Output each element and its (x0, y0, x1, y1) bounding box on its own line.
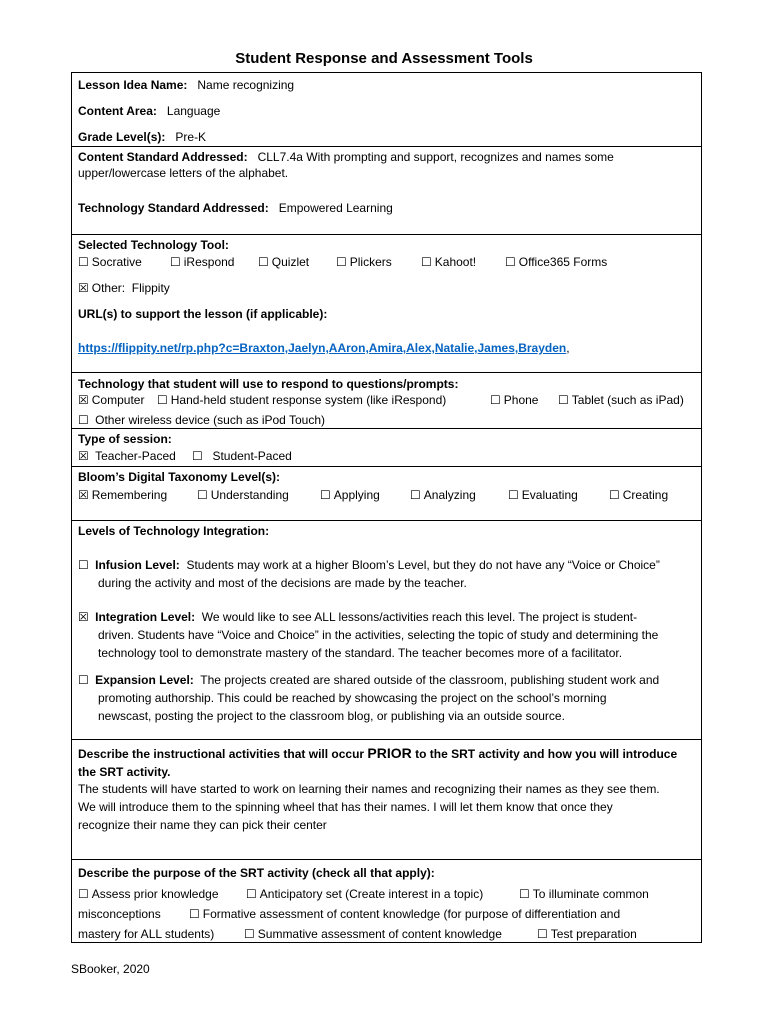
integration-level-row[interactable] (78, 609, 637, 625)
expansion-level-label: Expansion Level: (95, 673, 194, 687)
checkbox-unchecked-icon[interactable]: ☐ (336, 255, 347, 269)
checkbox-unchecked-icon[interactable]: ☐ (170, 255, 181, 269)
session-type-heading: Type of session: (78, 432, 172, 446)
technology-tool-section (72, 235, 701, 373)
checkbox-checked-icon[interactable]: ☒ (78, 281, 89, 295)
footer-author: SBooker, 2020 (71, 962, 150, 976)
bloom-option-label: Evaluating (521, 488, 578, 502)
tech-standard-label: Technology Standard Addressed: (78, 201, 269, 215)
respond-option-handheld[interactable] (157, 392, 446, 408)
response-technology-section (72, 373, 701, 429)
prior-heading-post: to the SRT activity and how you will introduce (415, 747, 678, 761)
bloom-taxonomy-heading: Bloom’s Digital Taxonomy Level(s): (78, 470, 281, 484)
integration-level-label: Integration Level: (95, 610, 196, 624)
checkbox-checked-icon[interactable]: ☒ (78, 488, 89, 502)
session-type-section (72, 429, 701, 467)
respond-option-other-wireless[interactable] (78, 412, 325, 428)
bloom-option-label: Applying (333, 488, 380, 502)
bloom-option-label: Understanding (210, 488, 289, 502)
tool-option-socrative[interactable] (78, 254, 142, 270)
expansion-level-line1: The projects created are shared outside of the classroom, publishing student work and (200, 673, 660, 687)
assessment-form (71, 72, 702, 943)
tech-standard-row (78, 200, 393, 216)
respond-option-label: Other wireless device (such as iPod Touch) (95, 413, 325, 427)
checkbox-checked-icon[interactable]: ☒ (78, 610, 89, 624)
checkbox-unchecked-icon[interactable]: ☐ (505, 255, 516, 269)
prior-heading-emphasis: PRIOR (367, 745, 412, 761)
checkbox-unchecked-icon[interactable]: ☐ (192, 449, 203, 463)
checkbox-unchecked-icon[interactable]: ☐ (157, 393, 168, 407)
checkbox-unchecked-icon[interactable]: ☐ (421, 255, 432, 269)
tool-option-label: Socrative (91, 255, 142, 269)
other-label: Other: (91, 281, 126, 295)
checkbox-unchecked-icon[interactable]: ☐ (78, 413, 89, 427)
purpose-option-label: Anticipatory set (Create interest in a topic) (259, 887, 484, 901)
expansion-level-line2: promoting authorship. This could be reached by showcasing the project on the school’s morning (98, 691, 607, 705)
integration-level-line2: driven. Students have “Voice and Choice” in the activities, selecting the topic of study and determining the (98, 628, 659, 642)
grade-level-value: Pre-K (175, 130, 207, 144)
lesson-name-row (78, 77, 294, 93)
infusion-level-row[interactable] (78, 557, 660, 573)
bloom-option-label: Remembering (91, 488, 168, 502)
page-title: Student Response and Assessment Tools (235, 50, 533, 67)
purpose-heading: Describe the purpose of the SRT activity (check all that apply): (78, 866, 435, 880)
prior-line3: recognize their name they can pick their center (78, 818, 327, 832)
checkbox-unchecked-icon[interactable]: ☐ (244, 927, 255, 941)
content-area-value: Language (166, 104, 221, 118)
respond-option-label: Phone (503, 393, 539, 407)
bloom-option-creating[interactable] (609, 487, 668, 503)
purpose-option-summative[interactable] (244, 926, 502, 942)
purpose-option-assess[interactable] (78, 886, 219, 902)
expansion-level-row[interactable] (78, 672, 659, 688)
integration-levels-section (72, 521, 701, 740)
checkbox-unchecked-icon[interactable]: ☐ (197, 488, 208, 502)
session-option-label: Student-Paced (212, 449, 292, 463)
prior-line1: The students will have started to work on learning their names and recognizing their names as they see them. (78, 782, 660, 796)
response-technology-heading: Technology that student will use to respond to questions/prompts: (78, 377, 459, 391)
content-standard-line2: upper/lowercase letters of the alphabet. (78, 166, 289, 180)
content-area-label: Content Area: (78, 104, 157, 118)
purpose-option-formative[interactable] (189, 906, 620, 922)
checkbox-unchecked-icon[interactable]: ☐ (490, 393, 501, 407)
tool-option-kahoot[interactable] (421, 254, 476, 270)
checkbox-checked-icon[interactable]: ☒ (78, 393, 89, 407)
checkbox-unchecked-icon[interactable]: ☐ (508, 488, 519, 502)
tech-standard-value: Empowered Learning (278, 201, 393, 215)
session-option-label: Teacher-Paced (95, 449, 176, 463)
tool-option-quizlet[interactable] (258, 254, 309, 270)
respond-option-tablet[interactable] (558, 392, 684, 408)
respond-option-label: Computer (91, 393, 145, 407)
lesson-info-section (72, 73, 701, 147)
purpose-option-anticipatory[interactable] (246, 886, 483, 902)
purpose-option-label: Summative assessment of content knowledge (257, 927, 502, 941)
tool-option-label: Kahoot! (434, 255, 477, 269)
checkbox-unchecked-icon[interactable]: ☐ (558, 393, 569, 407)
respond-option-computer[interactable] (78, 392, 144, 408)
checkbox-unchecked-icon[interactable]: ☐ (78, 558, 89, 572)
checkbox-unchecked-icon[interactable]: ☐ (320, 488, 331, 502)
technology-tool-heading: Selected Technology Tool: (78, 238, 229, 252)
checkbox-unchecked-icon[interactable]: ☐ (78, 255, 89, 269)
bloom-option-applying[interactable] (320, 487, 380, 503)
content-area-row (78, 103, 220, 119)
purpose-option-test[interactable] (537, 926, 637, 942)
purpose-option-illuminate[interactable] (519, 886, 649, 902)
prior-heading-pre: Describe the instructional activities that will occur (78, 747, 365, 761)
url-heading: URL(s) to support the lesson (if applicable): (78, 307, 328, 321)
respond-option-label: Tablet (such as iPad) (571, 393, 684, 407)
expansion-level-line3: newscast, posting the project to the classroom blog, or publishing via an outside source. (98, 709, 565, 723)
purpose-option-label: Test preparation (550, 927, 637, 941)
prior-activities-section (72, 740, 701, 860)
content-standard-label: Content Standard Addressed: (78, 150, 248, 164)
infusion-level-line1: Students may work at a higher Bloom’s Level, but they do not have any “Voice or Choice” (186, 558, 660, 572)
infusion-level-line2: during the activity and most of the decisions are made by the teacher. (98, 576, 467, 590)
bloom-option-evaluating[interactable] (508, 487, 578, 503)
checkbox-unchecked-icon[interactable]: ☐ (78, 673, 89, 687)
bloom-taxonomy-section (72, 467, 701, 521)
respond-option-phone[interactable] (490, 392, 538, 408)
purpose-misconceptions: misconceptions (78, 907, 161, 921)
lesson-url-link[interactable]: https://flippity.net/rp.php?c=Braxton,Jaelyn,AAron,Amira,Alex,Natalie,James,Brayden (78, 341, 567, 355)
purpose-option-label: Assess prior knowledge (91, 887, 219, 901)
checkbox-unchecked-icon[interactable]: ☐ (78, 887, 89, 901)
checkbox-checked-icon[interactable]: ☒ (78, 449, 89, 463)
session-option-student[interactable] (192, 448, 292, 464)
bloom-option-label: Creating (622, 488, 669, 502)
url-row (78, 340, 570, 356)
grade-level-label: Grade Level(s): (78, 130, 166, 144)
session-option-teacher[interactable] (78, 448, 176, 464)
purpose-option-label: Formative assessment of content knowledge (for purpose of differentiation and (202, 907, 621, 921)
checkbox-unchecked-icon[interactable]: ☐ (258, 255, 269, 269)
purpose-section (72, 860, 701, 944)
purpose-option-label: To illuminate common (532, 887, 649, 901)
bloom-option-understanding[interactable] (197, 487, 289, 503)
other-value: Flippity (131, 281, 170, 295)
bloom-option-label: Analyzing (423, 488, 476, 502)
standards-section (72, 147, 701, 235)
checkbox-unchecked-icon[interactable]: ☐ (246, 887, 257, 901)
tool-option-other[interactable] (78, 280, 170, 296)
prior-line2: We will introduce them to the spinning wheel that has their names. I will let them know that once they (78, 800, 613, 814)
checkbox-unchecked-icon[interactable]: ☐ (410, 488, 421, 502)
prior-heading-line2: the SRT activity. (78, 765, 171, 779)
integration-level-line3: technology tool to demonstrate mastery of the standard. The teacher becomes more of a facilitator. (98, 646, 623, 660)
bloom-option-analyzing[interactable] (410, 487, 476, 503)
tool-option-office365-forms[interactable] (505, 254, 607, 270)
content-standard-row (78, 149, 614, 165)
bloom-option-remembering[interactable] (78, 487, 167, 503)
checkbox-unchecked-icon[interactable]: ☐ (537, 927, 548, 941)
grade-level-row (78, 129, 206, 145)
tool-option-label: Office365 Forms (518, 255, 608, 269)
checkbox-unchecked-icon[interactable]: ☐ (189, 907, 200, 921)
tool-option-label: iRespond (183, 255, 235, 269)
content-standard-line1: CLL7.4a With prompting and support, recognizes and names some (257, 150, 614, 164)
lesson-name-value: Name recognizing (197, 78, 295, 92)
purpose-mastery: mastery for ALL students) (78, 927, 215, 941)
checkbox-unchecked-icon[interactable]: ☐ (609, 488, 620, 502)
url-trailing: , (566, 341, 570, 355)
tool-option-plickers[interactable] (336, 254, 392, 270)
respond-option-label: Hand-held student response system (like iRespond) (170, 393, 447, 407)
integration-levels-heading: Levels of Technology Integration: (78, 524, 270, 538)
tool-option-irespond[interactable] (170, 254, 234, 270)
infusion-level-label: Infusion Level: (95, 558, 180, 572)
prior-heading-row (78, 745, 677, 762)
lesson-name-label: Lesson Idea Name: (78, 78, 188, 92)
tool-option-label: Quizlet (271, 255, 310, 269)
checkbox-unchecked-icon[interactable]: ☐ (519, 887, 530, 901)
integration-level-line1: We would like to see ALL lessons/activities reach this level. The project is student- (201, 610, 638, 624)
tool-option-label: Plickers (349, 255, 392, 269)
